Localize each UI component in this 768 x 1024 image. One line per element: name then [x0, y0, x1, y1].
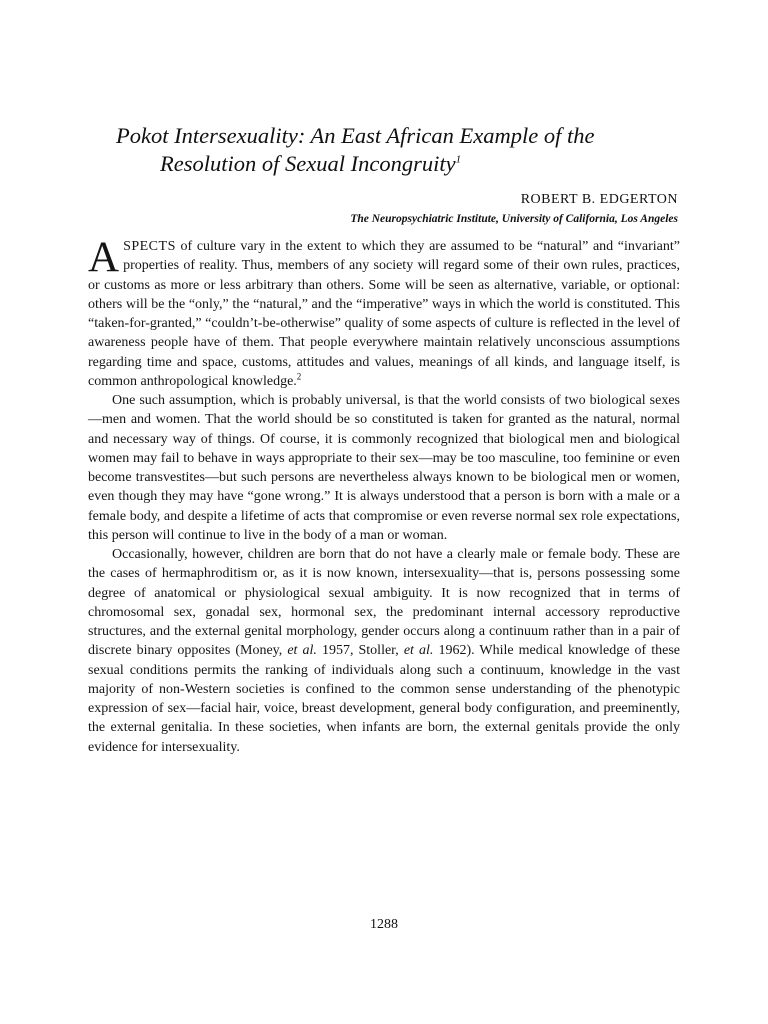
page-number: 1288 — [370, 917, 398, 932]
title-line-2 — [116, 150, 594, 178]
paragraph-3-text-c: 1962). While medical knowledge of these sexual conditions permits the ranking of individuals along such a continuum, knowledge in the vast majority of non-Western societies is confined to the common sense understanding of the phenotypic expression of sex—facial hair, voice, breast development, general body configuration, and preeminently, the external genitalia. In these societies, when infants are born, the external genitals provide the only evidence for intersexuality. — [88, 643, 680, 755]
article-body — [88, 234, 680, 757]
paragraph-1-text: of culture vary in the extent to which they are assumed to be “natural” and “invariant” properties of reality. Thus, members of any society will regard some of their own rules, practices, or customs as more or less arbitrary than others. Some will be seen as alternative, variable, or optional: others will be the “only,” the “natural,” and the “imperative” ways in which the world is constituted. This “taken-for-granted,” “couldn’t-be-otherwise” quality of some aspects of culture is reflected in the level of awareness people have of them. That people everywhere maintain relatively unconscious assumptions regarding time and space, customs, attitudes and values, meanings of all kinds, and language itself, is common anthropological knowledge. — [88, 239, 680, 389]
citation-et-al-2: et al. — [403, 643, 434, 659]
footnote-marker-2: 2 — [296, 371, 302, 382]
article-title — [116, 122, 594, 178]
drop-cap: A — [88, 234, 120, 281]
citation-et-al-1: et al. — [287, 643, 317, 659]
paragraph-2: One such assumption, which is probably universal, is that the world consists of two biological sexes—men and women. That the world should be so constituted is taken for granted as the natural, normal and necessary way of things. Of course, it is commonly recognized that biological men and biological women may fail to behave in ways appropriate to their sex—may be too masculine, too feminine or even become transvestites—but such persons are nevertheless always known to be biological men or women, even though they may have “gone wrong.” It is always understood that a person is born with a male or a female body, and despite a lifetime of acts that compromise or even reverse normal sex role expectations, this person will continue to live in the body of a man or woman. — [88, 393, 680, 543]
paragraph-1-smallcaps: SPECTS — [123, 239, 176, 254]
paragraph-1 — [88, 234, 680, 391]
author-affiliation: The Neuropsychiatric Institute, University of California, Los Angeles — [350, 213, 678, 225]
paragraph-3 — [88, 545, 680, 757]
title-footnote-marker: 1 — [455, 153, 462, 166]
title-line-1: Pokot Intersexuality: An East African Example of the — [116, 123, 595, 148]
author-name: ROBERT B. EDGERTON — [520, 192, 678, 207]
paragraph-3-text-b: 1957, Stoller, — [316, 643, 404, 659]
paragraph-3-text-a: Occasionally, however, children are born that do not have a clearly male or female body. These are the cases of hermaphroditism or, as it is now known, intersexuality—that is, persons possessing some degree of anatomical or physiological sexual ambiguity. It is now recognized that in terms of chromosomal sex, gonadal sex, hormonal sex, the predominant internal accessory reproductive structures, and the external genital morphology, gender occurs along a continuum rather than in a pair of discrete binary opposites (Money, — [88, 547, 680, 659]
title-line-2-text: Resolution of Sexual Incongruity — [160, 151, 456, 176]
